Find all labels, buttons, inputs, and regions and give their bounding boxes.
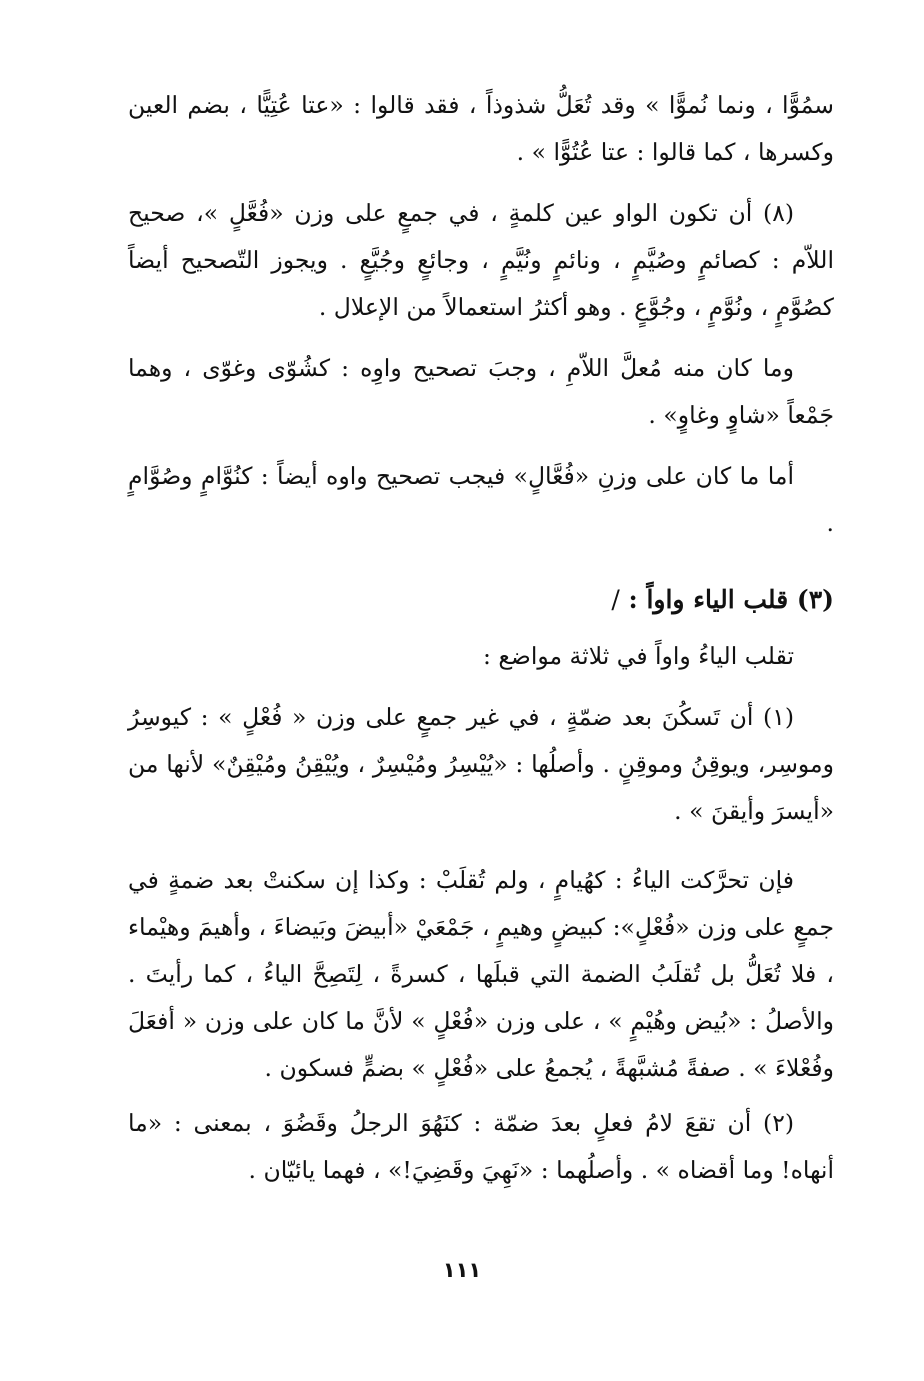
page-body xyxy=(128,82,834,1194)
paragraph-intro-continuation: سمُوًّا ، ونما نُموًّا » وقد تُعَلُّ شذوذاً ، فقد قالوا : «عتا عُتِيًّا ، بضم العين وكسرها ، كما قالوا : عتا عُتُوًّا » . xyxy=(128,91,834,166)
paragraph-defective-lam: وما كان منه مُعلَّ اللاّمِ ، وجبَ تصحيح واوِه : كشُوّى وغوّى ، وهما جَمْعاً «شاوٍ وغاوٍ» . xyxy=(128,354,834,429)
paragraph-section-intro: تقلب الياءُ واواً في ثلاثة مواضع : xyxy=(482,642,794,670)
paragraph-rule-2: (٢) أن تقعَ لامُ فعلٍ بعدَ ضمّة : كنَهُوَ الرجلُ وقَضُوَ ، بمعنى : «ما أنهاه! وما أقضاه » . وأصلُهما : «نَهِيَ وقَضِيَ!» ، فهما يائيّان . xyxy=(128,1109,834,1184)
paragraph-exceptions: فإن تحرَّكت الياءُ : كهُيامٍ ، ولم تُقلَبْ : وكذا إن سكنتْ بعد ضمةٍ في جمعٍ على وزن «فُعْلٍ»: كبيضٍ وهيمٍ ، جَمْعَيْ «أبيضَ وبَيضاءَ ، وأهيمَ وهيْماء ، فلا تُعَلُّ بل تُقلَبُ الضمة التي قبلَها ، كسرةً ، لِتَصِحَّ الياءُ ، كما رأيتَ . والأصلُ : «بُيض وهُيْمٍ » ، على وزن «فُعْلٍ » لأنَّ ما كان على وزن « أفعَلَ وفُعْلاءَ » . صفةً مُشبَّهةً ، يُجمعُ على «فُعْلٍ » بضمٍّ فسكون . xyxy=(127,866,834,1082)
margin-tick-mark: / xyxy=(611,585,620,614)
paragraph-rule-8: (٨) أن تكون الواو عين كلمةٍ ، في جمعٍ على وزن «فُعَّلٍ »، صحيح اللاّم : كصائمٍ وصُيَّمٍ ، ونائمٍ ونُيَّمٍ ، وجائعٍ وجُيَّعٍ . ويجوز التّصحيح أيضاً كصُوَّمٍ ، ونُوَّمٍ ، وجُوَّعٍ . وهو أكثرُ استعمالاً من الإعلال . xyxy=(128,199,834,321)
page-number: ١١١ xyxy=(442,1258,482,1282)
paragraph-rule-1: (١) أن تَسكُنَ بعد ضمّةٍ ، في غير جمعٍ على وزن « فُعْلٍ » : كيوسِرُ وموسِر، ويوقِنُ وموقِنٍ . وأصلُها : «يُيْسِرُ ومُيْسِرٌ ، ويُيْقِنُ ومُيْقِنٌ» لأنها من «أيسرَ وأيقنَ » . xyxy=(128,703,834,825)
section-title: قلب الياء واواً : xyxy=(628,585,789,614)
section-heading xyxy=(128,575,834,625)
paragraph-fuaal-pattern: أما ما كان على وزنِ «فُعَّالٍ» فيجب تصحيح واوه أيضاً : كنُوَّامٍ وصُوَّامٍ . xyxy=(128,462,834,537)
section-number: (٣) xyxy=(796,585,834,614)
